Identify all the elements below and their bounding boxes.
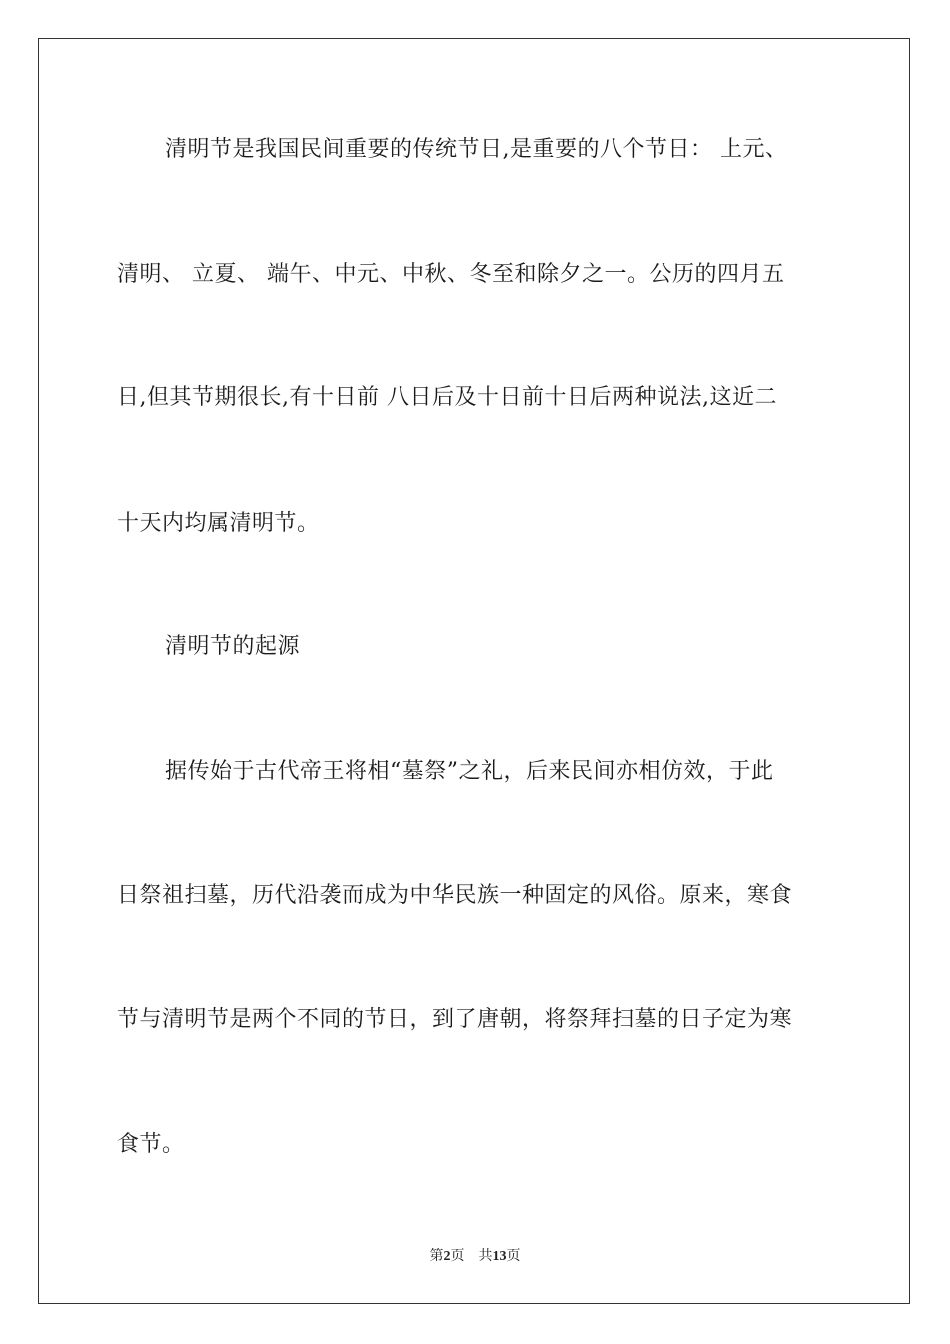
paragraph-1-line-4: 十天内均属清明节。 — [117, 511, 320, 536]
paragraph-1-line-1: 清明节是我国民间重要的传统节日,是重要的八个节日： 上元、 — [165, 137, 788, 162]
page-suffix: 页 — [450, 1248, 465, 1264]
paragraph-2-line-4: 食节。 — [117, 1132, 185, 1157]
page-footer — [0, 1247, 950, 1266]
paragraph-2-line-2: 日祭祖扫墓，历代沿袭而成为中华民族一种固定的风俗。原来，寒食 — [117, 883, 793, 908]
paragraph-1-line-2: 清明、 立夏、 端午、中元、中秋、冬至和除夕之一。公历的四月五 — [117, 262, 785, 287]
total-prefix: 共 — [478, 1248, 493, 1264]
paragraph-2-line-1: 据传始于古代帝王将相“墓祭”之礼，后来民间亦相仿效，于此 — [165, 759, 774, 784]
page-number: 2 — [443, 1249, 451, 1264]
page-prefix: 第 — [429, 1248, 444, 1264]
paragraph-1-line-3: 日,但其节期很长,有十日前 八日后及十日前十日后两种说法,这近二 — [117, 385, 777, 410]
paragraph-2-line-3: 节与清明节是两个不同的节日，到了唐朝，将祭拜扫墓的日子定为寒 — [117, 1007, 793, 1032]
total-pages: 13 — [492, 1249, 507, 1264]
section-heading: 清明节的起源 — [165, 634, 301, 659]
page-border — [38, 38, 910, 1304]
total-suffix: 页 — [506, 1248, 521, 1264]
